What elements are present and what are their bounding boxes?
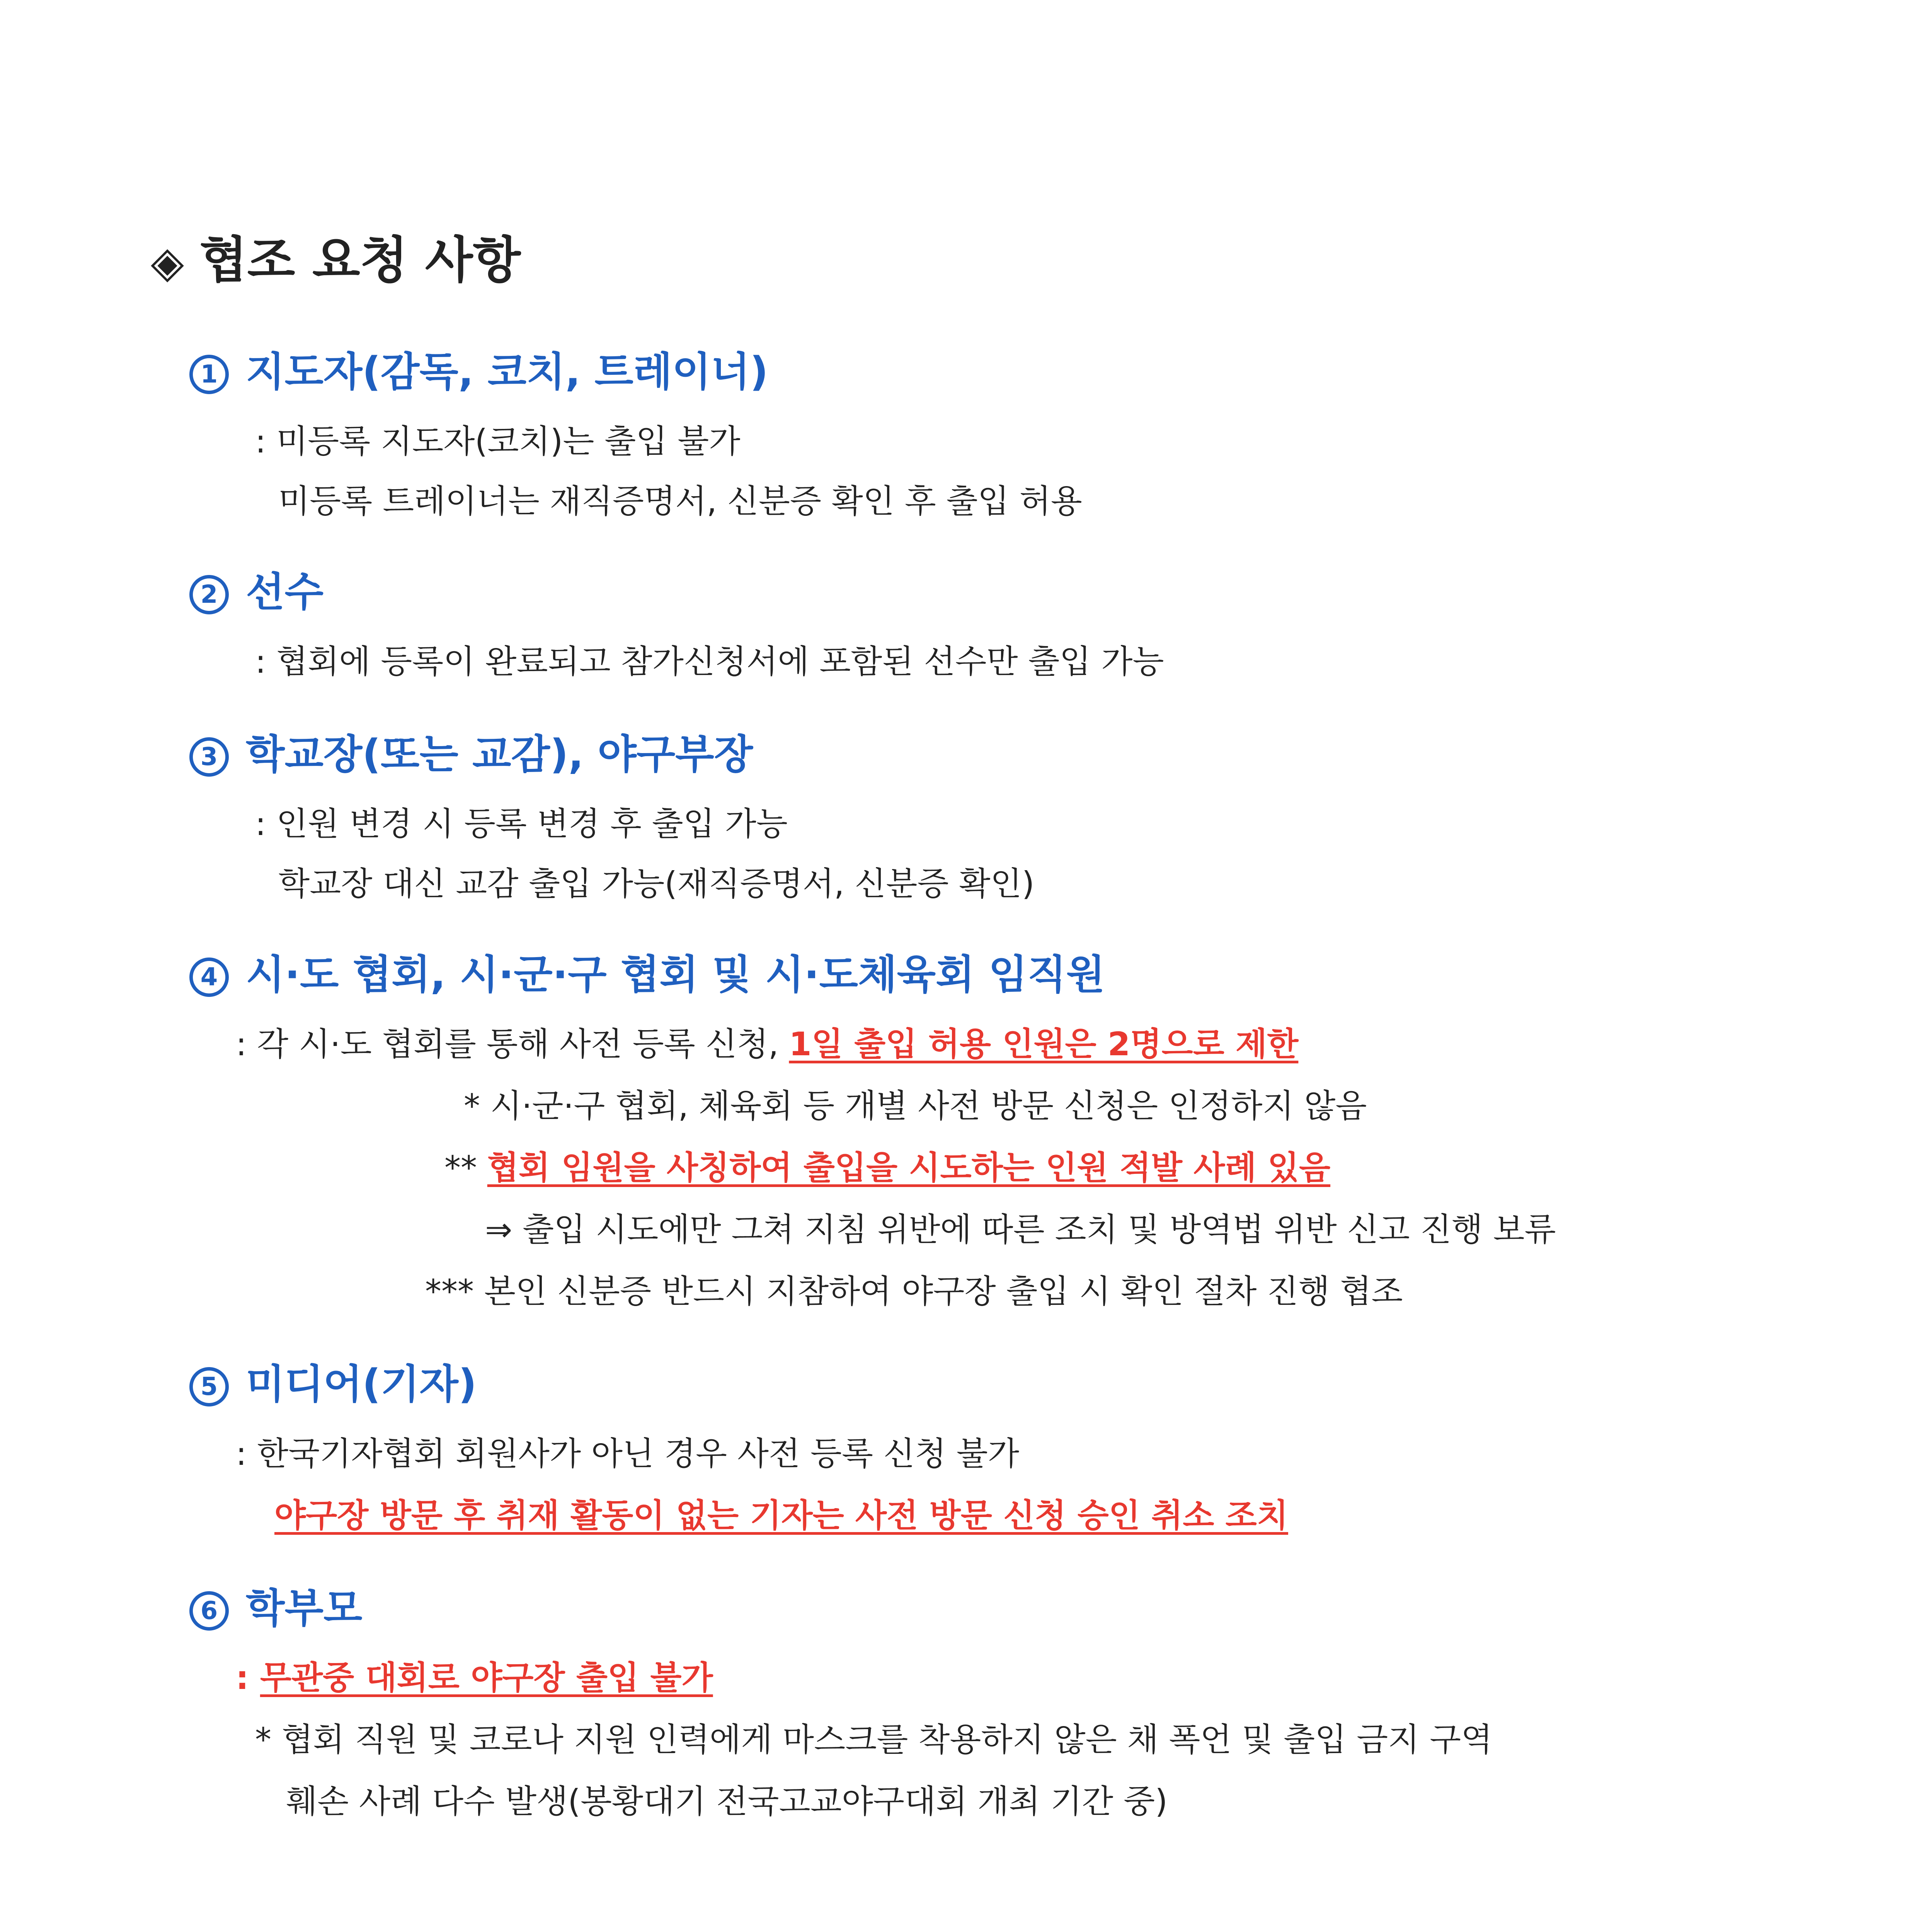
section-4-line-1-text: : 각 시·도 협회를 통해 사전 등록 신청, <box>236 1025 789 1063</box>
section-4-note-3: ⇒ 출입 시도에만 그쳐 지침 위반에 따른 조치 및 방역법 위반 신고 진행 보류 <box>485 1211 1556 1248</box>
section-heading-6 <box>189 1585 363 1632</box>
section-6-line-2: * 협회 직원 및 코로나 지원 인력에게 마스크를 착용하지 않은 채 폭언 및 출입 금지 구역 <box>255 1721 1493 1759</box>
section-number-badge: 2 <box>189 575 229 614</box>
note-asterisks: ** <box>444 1149 487 1187</box>
section-6-line-1 <box>236 1659 713 1697</box>
section-number-badge: 6 <box>189 1591 229 1631</box>
section-1-line-2: 미등록 트레이너는 재직증명서, 신분증 확인 후 출입 허용 <box>278 482 1082 520</box>
section-6-line-3: 훼손 사례 다수 발생(봉황대기 전국고교야구대회 개최 기간 중) <box>286 1782 1168 1820</box>
section-number-badge: 1 <box>189 355 229 394</box>
section-heading-3 <box>189 731 753 778</box>
section-title: 학부모 <box>246 1585 363 1632</box>
colon-prefix: : <box>236 1659 260 1697</box>
impersonation-warning: 협회 임원을 사칭하여 출입을 시도하는 인원 적발 사례 있음 <box>487 1149 1331 1187</box>
section-3-line-1: : 인원 변경 시 등록 변경 후 출입 가능 <box>255 805 788 843</box>
section-5-line-1: : 한국기자협회 회원사가 아닌 경우 사전 등록 신청 불가 <box>236 1435 1020 1473</box>
section-heading-1 <box>189 348 768 395</box>
section-number-badge: 4 <box>189 957 229 997</box>
section-title: 학교장(또는 교감), 야구부장 <box>246 731 753 778</box>
visitor-limit-warning: 1일 출입 허용 인원은 2명으로 제한 <box>789 1025 1299 1063</box>
section-heading-4 <box>189 951 1105 998</box>
press-approval-warning: 야구장 방문 후 취재 활동이 없는 기자는 사전 방문 신청 승인 취소 조치 <box>274 1497 1288 1534</box>
page-title <box>151 231 521 289</box>
section-heading-2 <box>189 568 323 616</box>
section-title: 시·도 협회, 시·군·구 협회 및 시·도체육회 임직원 <box>246 951 1105 998</box>
no-spectator-warning: 무관중 대회로 야구장 출입 불가 <box>260 1659 713 1697</box>
section-title: 지도자(감독, 코치, 트레이너) <box>246 348 768 395</box>
section-number-badge: 3 <box>189 737 229 777</box>
section-1-line-1: : 미등록 지도자(코치)는 출입 불가 <box>255 422 741 460</box>
section-title: 미디어(기자) <box>246 1361 477 1408</box>
diamond-icon: ◈ <box>151 237 184 287</box>
section-4-note-2 <box>444 1149 1331 1187</box>
section-number-badge: 5 <box>189 1367 229 1406</box>
section-4-line-1 <box>236 1025 1299 1063</box>
section-4-note-1: * 시·군·구 협회, 체육회 등 개별 사전 방문 신청은 인정하지 않음 <box>464 1087 1367 1125</box>
page-title-text: 협조 요청 사항 <box>199 231 521 289</box>
section-3-line-2: 학교장 대신 교감 출입 가능(재직증명서, 신분증 확인) <box>278 865 1035 903</box>
section-2-line-1: : 협회에 등록이 완료되고 참가신청서에 포함된 선수만 출입 가능 <box>255 643 1164 680</box>
section-heading-5 <box>189 1361 477 1408</box>
section-4-note-4: *** 본인 신분증 반드시 지참하여 야구장 출입 시 확인 절차 진행 협조 <box>425 1272 1403 1310</box>
section-title: 선수 <box>246 568 323 616</box>
